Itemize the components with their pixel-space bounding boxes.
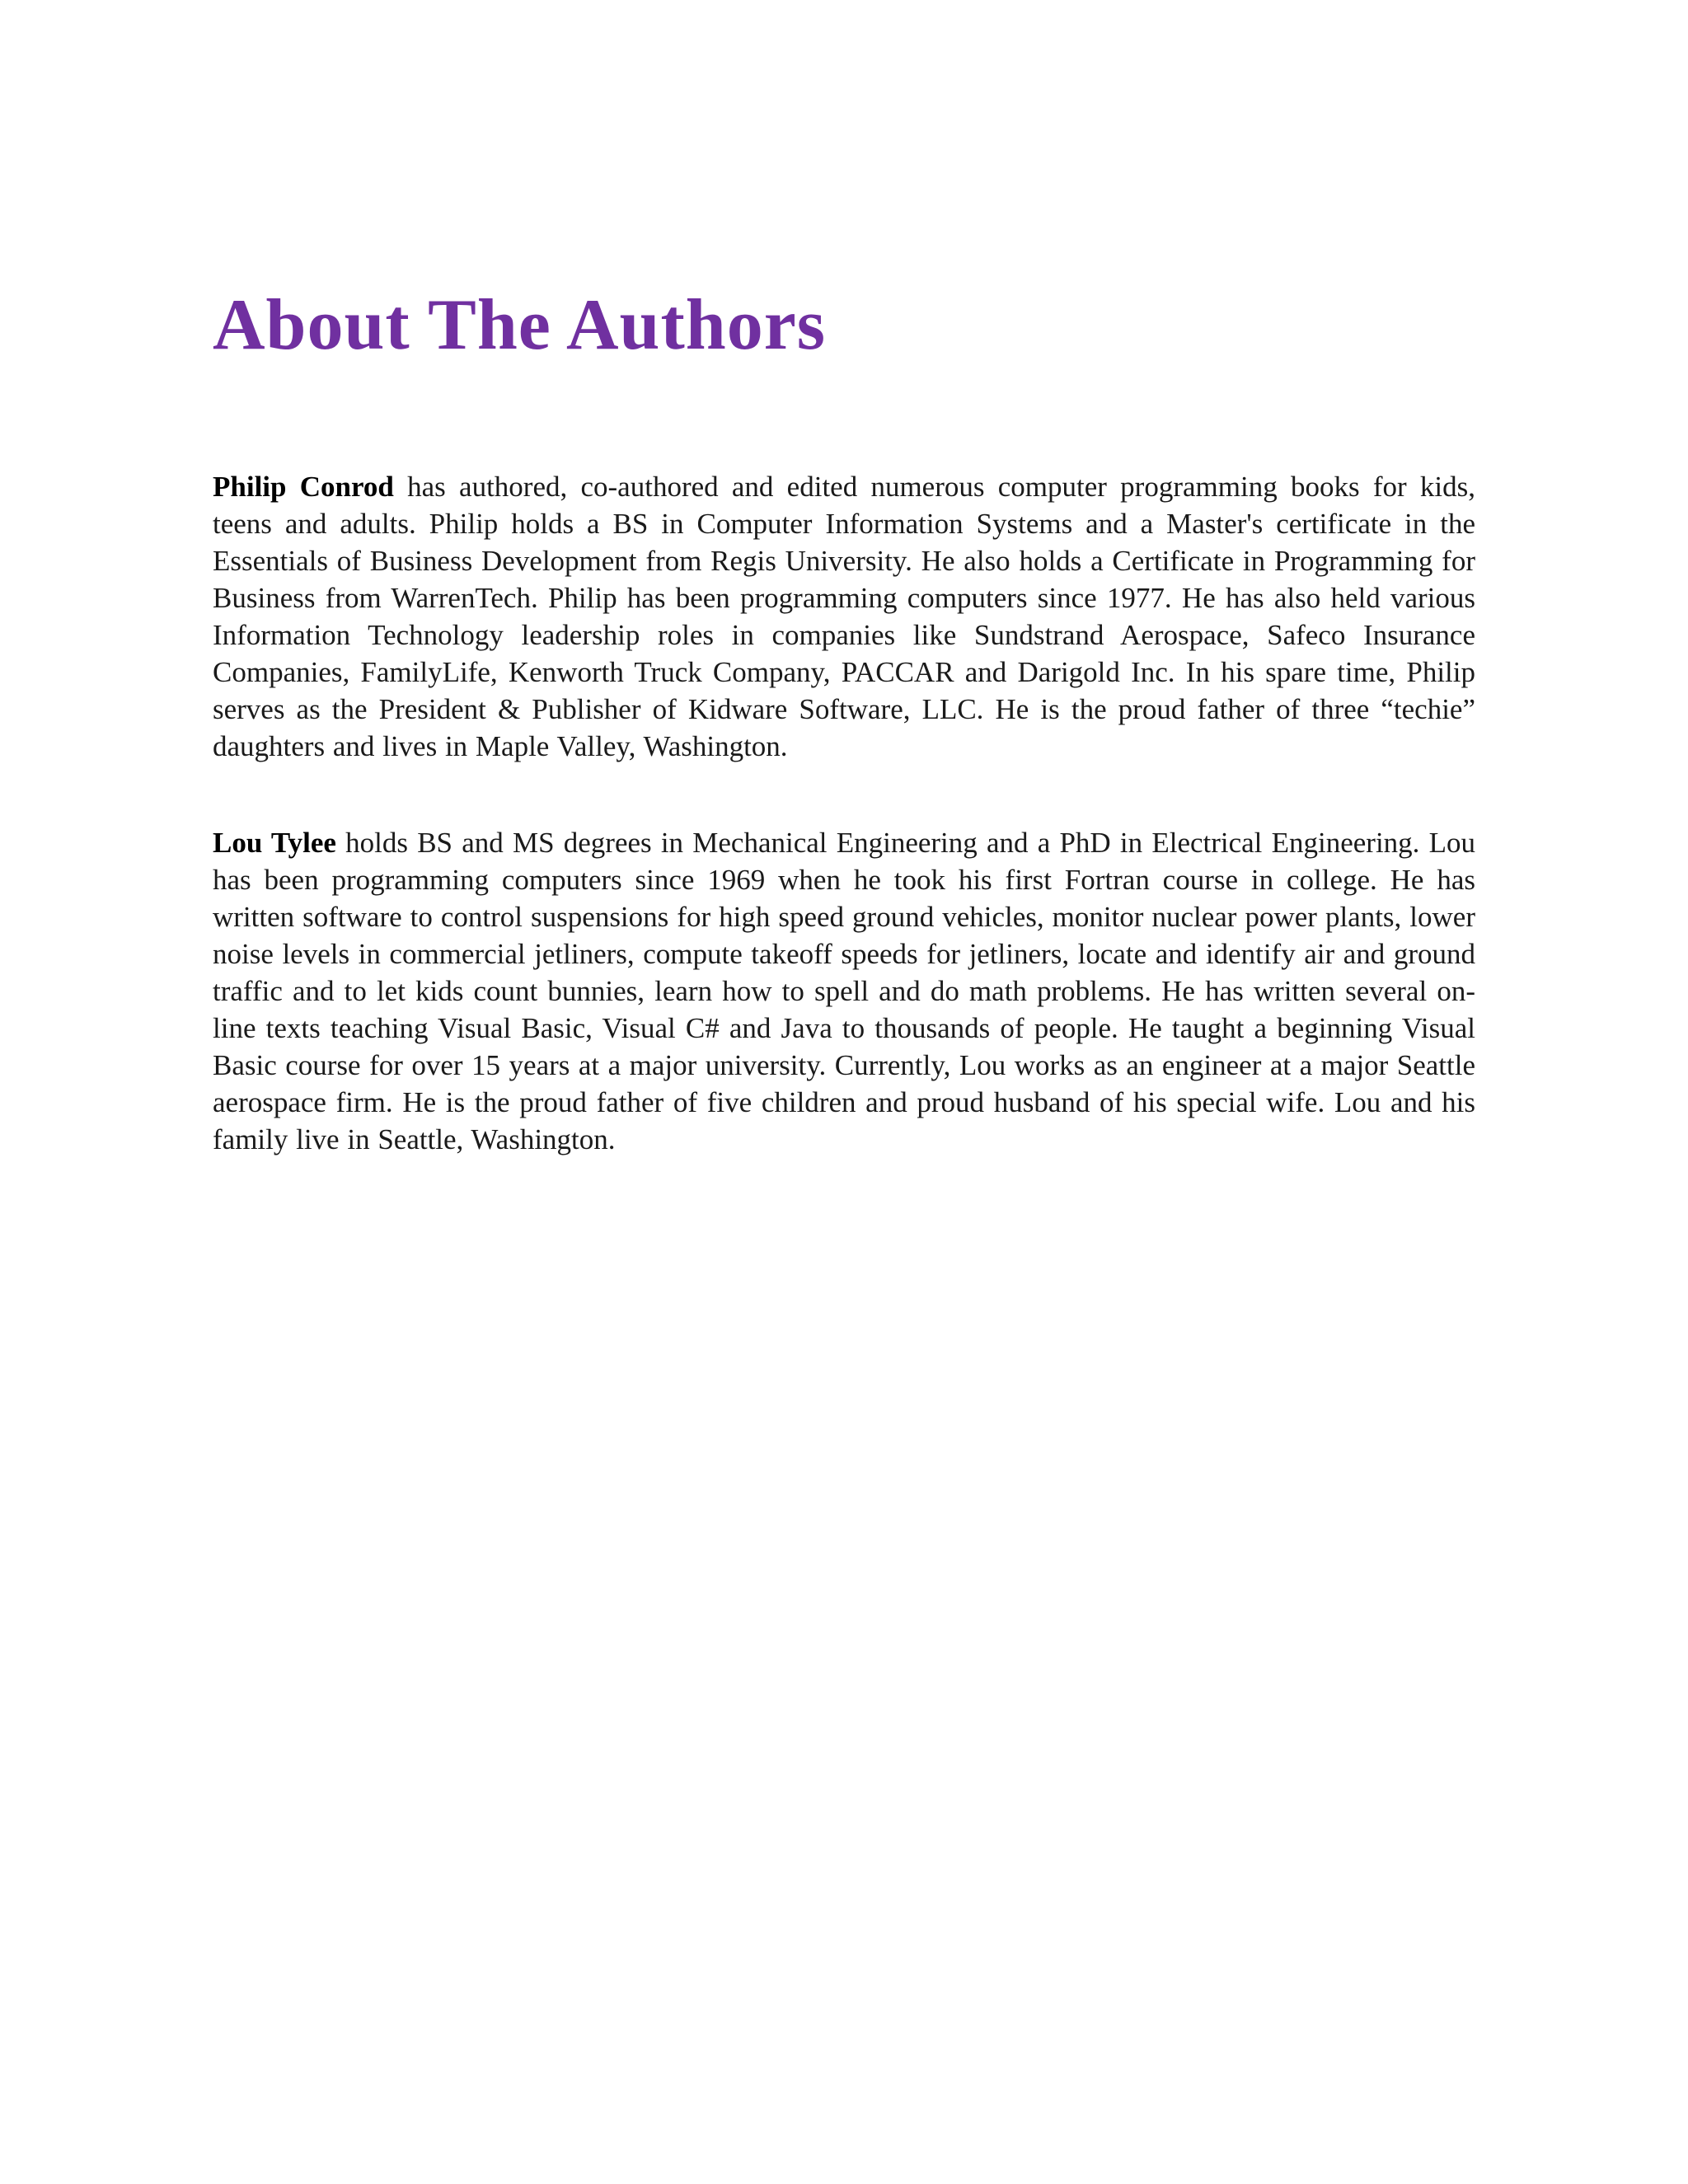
page-title: About The Authors [213,285,827,365]
author-name: Philip Conrod [213,471,394,503]
author-bio-text: holds BS and MS degrees in Mechanical Engineering and a PhD in Electrical Engineering. Lou has been programming computers since 1969 when he took his first Fortran course in college. He has written software to control suspensions for high speed ground vehicles, monitor nuclear power plants, lower noise levels in commercial jetliners, compute takeoff speeds for jetliners, locate and identify air and ground traffic and to let kids count bunnies, learn how to spell and do math problems. He has written several on-line texts teaching Visual Basic, Visual C# and Java to thousands of people. He taught a beginning Visual Basic course for over 15 years at a major university. Currently, Lou works as an engineer at a major Seattle aerospace firm. He is the proud father of five children and proud husband of his special wife. Lou and his family live in Seattle, Washington. [213,827,1476,1155]
author-name: Lou Tylee [213,827,336,859]
author-bio-text: has authored, co-authored and edited numerous computer programming books for kids, teens and adults. Philip holds a BS in Computer Information Systems and a Master's certificate in the Essentials of Business Development from Regis University. He also holds a Certificate in Programming for Business from WarrenTech. Philip has been programming computers since 1977. He has also held various Information Technology leadership roles in companies like Sundstrand Aerospace, Safeco Insurance Companies, FamilyLife, Kenworth Truck Company, PACCAR and Darigold Inc. In his spare time, Philip serves as the President & Publisher of Kidware Software, LLC. He is the proud father of three “techie” daughters and lives in Maple Valley, Washington. [213,471,1476,762]
page-content [213,284,1475,1158]
author-bio-philip-conrod [213,468,1475,765]
author-bio-lou-tylee [213,824,1475,1158]
